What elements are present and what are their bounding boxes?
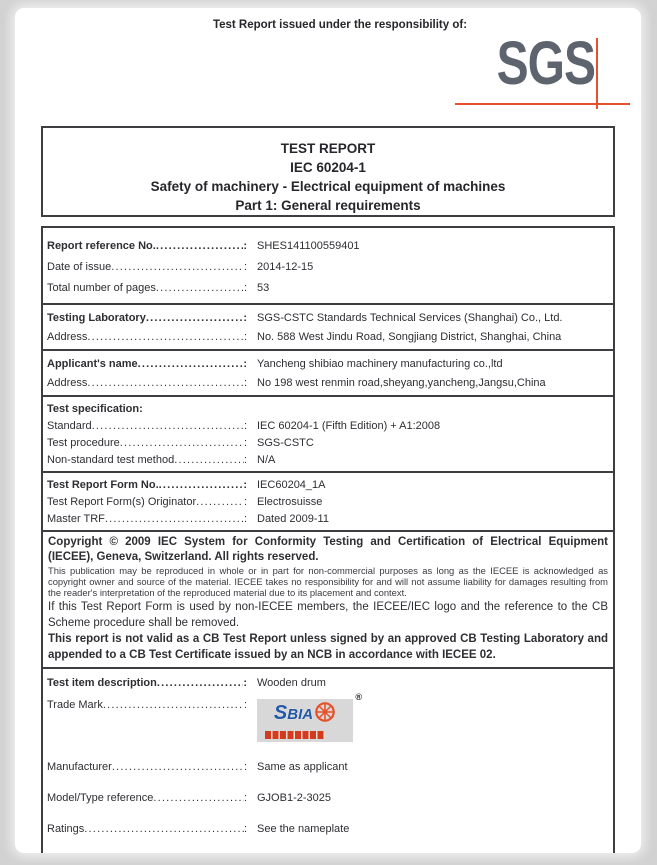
registered-trademark-icon: ® (355, 692, 362, 702)
field-row-trade-mark (47, 694, 609, 747)
field-label: Test Report Form(s) Originator (47, 495, 197, 508)
field-label-wrap (47, 377, 247, 389)
field-label: Ratings (47, 823, 85, 835)
dot-leader (103, 699, 244, 711)
field-row-manufacturer (47, 756, 609, 778)
dot-leader (156, 282, 244, 294)
field-label: Report reference No. (47, 239, 156, 252)
colon (244, 420, 247, 432)
field-label: Test Report Form No. (47, 478, 159, 491)
field-label-wrap (47, 454, 247, 466)
field-value: IEC60204_1A (257, 478, 326, 491)
dot-leader (174, 454, 244, 466)
field-label-wrap (47, 792, 247, 804)
title-standard-name: Safety of machinery - Electrical equipment of machines (150, 179, 506, 194)
section-test-item (43, 667, 613, 843)
copyright-validity-note: This report is not valid as a CB Test Report unless signed by an approved CB Testing Laboratory and appended to a CB Test Certificate issued by an NCB in accordance with IECEE 02. (48, 633, 608, 661)
section-applicant (43, 349, 613, 395)
field-label: Master TRF (47, 512, 105, 525)
field-label: Non-standard test method (47, 453, 175, 466)
title-part: Part 1: General requirements (235, 198, 421, 213)
dot-leader (120, 437, 244, 449)
field-label: Model/Type reference (47, 792, 154, 804)
colon (244, 496, 247, 508)
field-label-wrap (47, 261, 247, 273)
field-row-testing-laboratory (47, 308, 609, 327)
field-label-wrap (47, 699, 247, 711)
field-label-wrap (47, 677, 247, 689)
field-label: Test procedure (47, 436, 120, 449)
trade-mark-logo-box (257, 699, 353, 742)
field-value: Yancheng shibiao machinery manufacturing co.,ltd (257, 357, 503, 370)
copyright-small-print: This publication may be reproduced in whole or in part for non-commercial purposes as long as the IECEE is acknowledged as copyright owner and source of the material. IECEE takes no responsibility for and will not assume liability for damages resulting from the reader's interpretation of the reproduced material due to its placement and context. (48, 565, 608, 598)
section-copyright (43, 530, 613, 667)
dot-leader (196, 496, 244, 508)
field-row-report-reference (47, 235, 609, 256)
field-label: Trade Mark (47, 699, 103, 711)
dot-leader (146, 312, 244, 324)
dot-leader (156, 240, 244, 252)
field-row-test-procedure (47, 434, 609, 451)
field-label-wrap (47, 761, 247, 773)
copyright-bold-notice: Copyright © 2009 IEC System for Conformity Testing and Certification of Electrical Equipment (IECEE), Geneva, Switzerland. All rights reserved. (48, 536, 608, 563)
colon (244, 699, 247, 711)
colon (244, 513, 247, 525)
trade-mark-chinese-strip (265, 731, 325, 739)
field-value: No 198 west renmin road,sheyang,yancheng,Jangsu,China (257, 376, 546, 389)
section-test-specification (43, 395, 613, 471)
field-row-test-specification-heading (47, 400, 609, 417)
colon (244, 377, 247, 389)
field-value: SGS-CSTC Standards Technical Services (Shanghai) Co., Ltd. (257, 311, 563, 324)
colon (244, 761, 247, 773)
copyright-removal-note: If this Test Report Form is used by non-IECEE members, the IECEE/IEC logo and the reference to the CB Scheme procedure shall be removed. (48, 601, 608, 629)
colon (244, 282, 247, 294)
field-value: SHES141100559401 (257, 239, 360, 252)
title-test-report: TEST REPORT (280, 141, 376, 156)
field-value: GJOB1-2-3025 (257, 792, 331, 804)
colon (244, 331, 247, 343)
colon (243, 240, 247, 252)
field-value: No. 588 West Jindu Road, Songjiang District, Shanghai, China (257, 330, 562, 343)
report-title-box (41, 126, 615, 217)
field-value: N/A (257, 453, 276, 466)
dot-leader (111, 261, 244, 273)
dot-leader (157, 677, 244, 689)
colon (244, 437, 247, 449)
title-standard-number: IEC 60204-1 (290, 160, 366, 175)
field-label-wrap (47, 823, 247, 835)
field-label: Address (47, 376, 88, 389)
field-label-wrap (47, 479, 247, 491)
field-row-non-standard-method (47, 451, 609, 468)
issuer-line: Test Report issued under the responsibility of: (212, 19, 468, 31)
field-label-wrap (47, 403, 143, 415)
field-label: Test item description (47, 677, 157, 689)
field-label: Testing Laboratory (47, 311, 146, 324)
trade-mark-logo (257, 692, 362, 742)
dot-leader (87, 331, 244, 343)
colon (244, 792, 247, 804)
field-label-wrap (47, 312, 247, 324)
sgs-logo-vertical-line (596, 38, 598, 109)
field-row-date-of-issue (47, 256, 609, 277)
trade-mark-text (274, 702, 313, 726)
field-label: Test specification: (47, 402, 143, 415)
field-value: See the nameplate (257, 823, 350, 835)
sgs-logo-horizontal-line (455, 103, 630, 105)
colon (244, 823, 247, 835)
report-fields-table (41, 226, 615, 853)
field-value: IEC 60204-1 (Fifth Edition) + A1:2008 (257, 419, 441, 432)
sgs-logo: SGS (496, 30, 595, 98)
field-value: Dated 2009-11 (257, 512, 329, 525)
field-row-standard (47, 417, 609, 434)
report-page (15, 8, 641, 853)
dot-leader (112, 761, 244, 773)
field-row-ratings (47, 818, 609, 840)
colon (243, 677, 247, 689)
field-label-wrap (47, 331, 247, 343)
field-label: Date of issue (47, 260, 112, 273)
trade-mark-rest: BIA (287, 706, 314, 723)
dot-leader (138, 358, 244, 370)
dot-leader (153, 792, 244, 804)
dot-leader (87, 377, 244, 389)
field-value: SGS-CSTC (257, 436, 314, 449)
field-value: Electrosuisse (257, 495, 323, 508)
field-row-master-trf (47, 510, 609, 527)
field-row-lab-address (47, 327, 609, 346)
field-label-wrap (47, 437, 247, 449)
colon (243, 312, 247, 324)
field-value: 53 (257, 281, 270, 294)
section-testing-laboratory (43, 303, 613, 349)
field-label-wrap (47, 240, 247, 252)
field-row-model-type (47, 787, 609, 809)
field-value: 2014-12-15 (257, 260, 314, 273)
colon (243, 479, 247, 491)
field-label-wrap (47, 420, 247, 432)
colon (244, 454, 247, 466)
field-label: Applicant's name (47, 357, 138, 370)
field-row-applicant-address (47, 373, 609, 392)
field-label: Standard (47, 419, 92, 432)
field-label: Total number of pages (47, 281, 156, 294)
dot-leader (105, 513, 244, 525)
field-value: Same as applicant (257, 761, 348, 773)
field-label-wrap (47, 513, 247, 525)
field-row-test-item-description (47, 672, 609, 694)
colon (244, 261, 247, 273)
field-label: Manufacturer (47, 761, 112, 773)
field-row-trf-originator (47, 493, 609, 510)
dot-leader (92, 420, 244, 432)
field-label-wrap (47, 496, 247, 508)
dot-leader (84, 823, 244, 835)
section-report-reference (43, 228, 613, 303)
field-row-trf-no (47, 476, 609, 493)
section-test-report-form (43, 471, 613, 530)
trade-mark-initial: S (273, 702, 288, 724)
field-label-wrap (47, 282, 247, 294)
field-value: Wooden drum (257, 677, 326, 689)
field-row-applicant-name (47, 354, 609, 373)
field-label-wrap (47, 358, 247, 370)
colon (243, 358, 247, 370)
dot-leader (159, 479, 244, 491)
wheel-icon (314, 701, 336, 723)
field-label: Address (47, 330, 88, 343)
field-row-total-pages (47, 277, 609, 298)
